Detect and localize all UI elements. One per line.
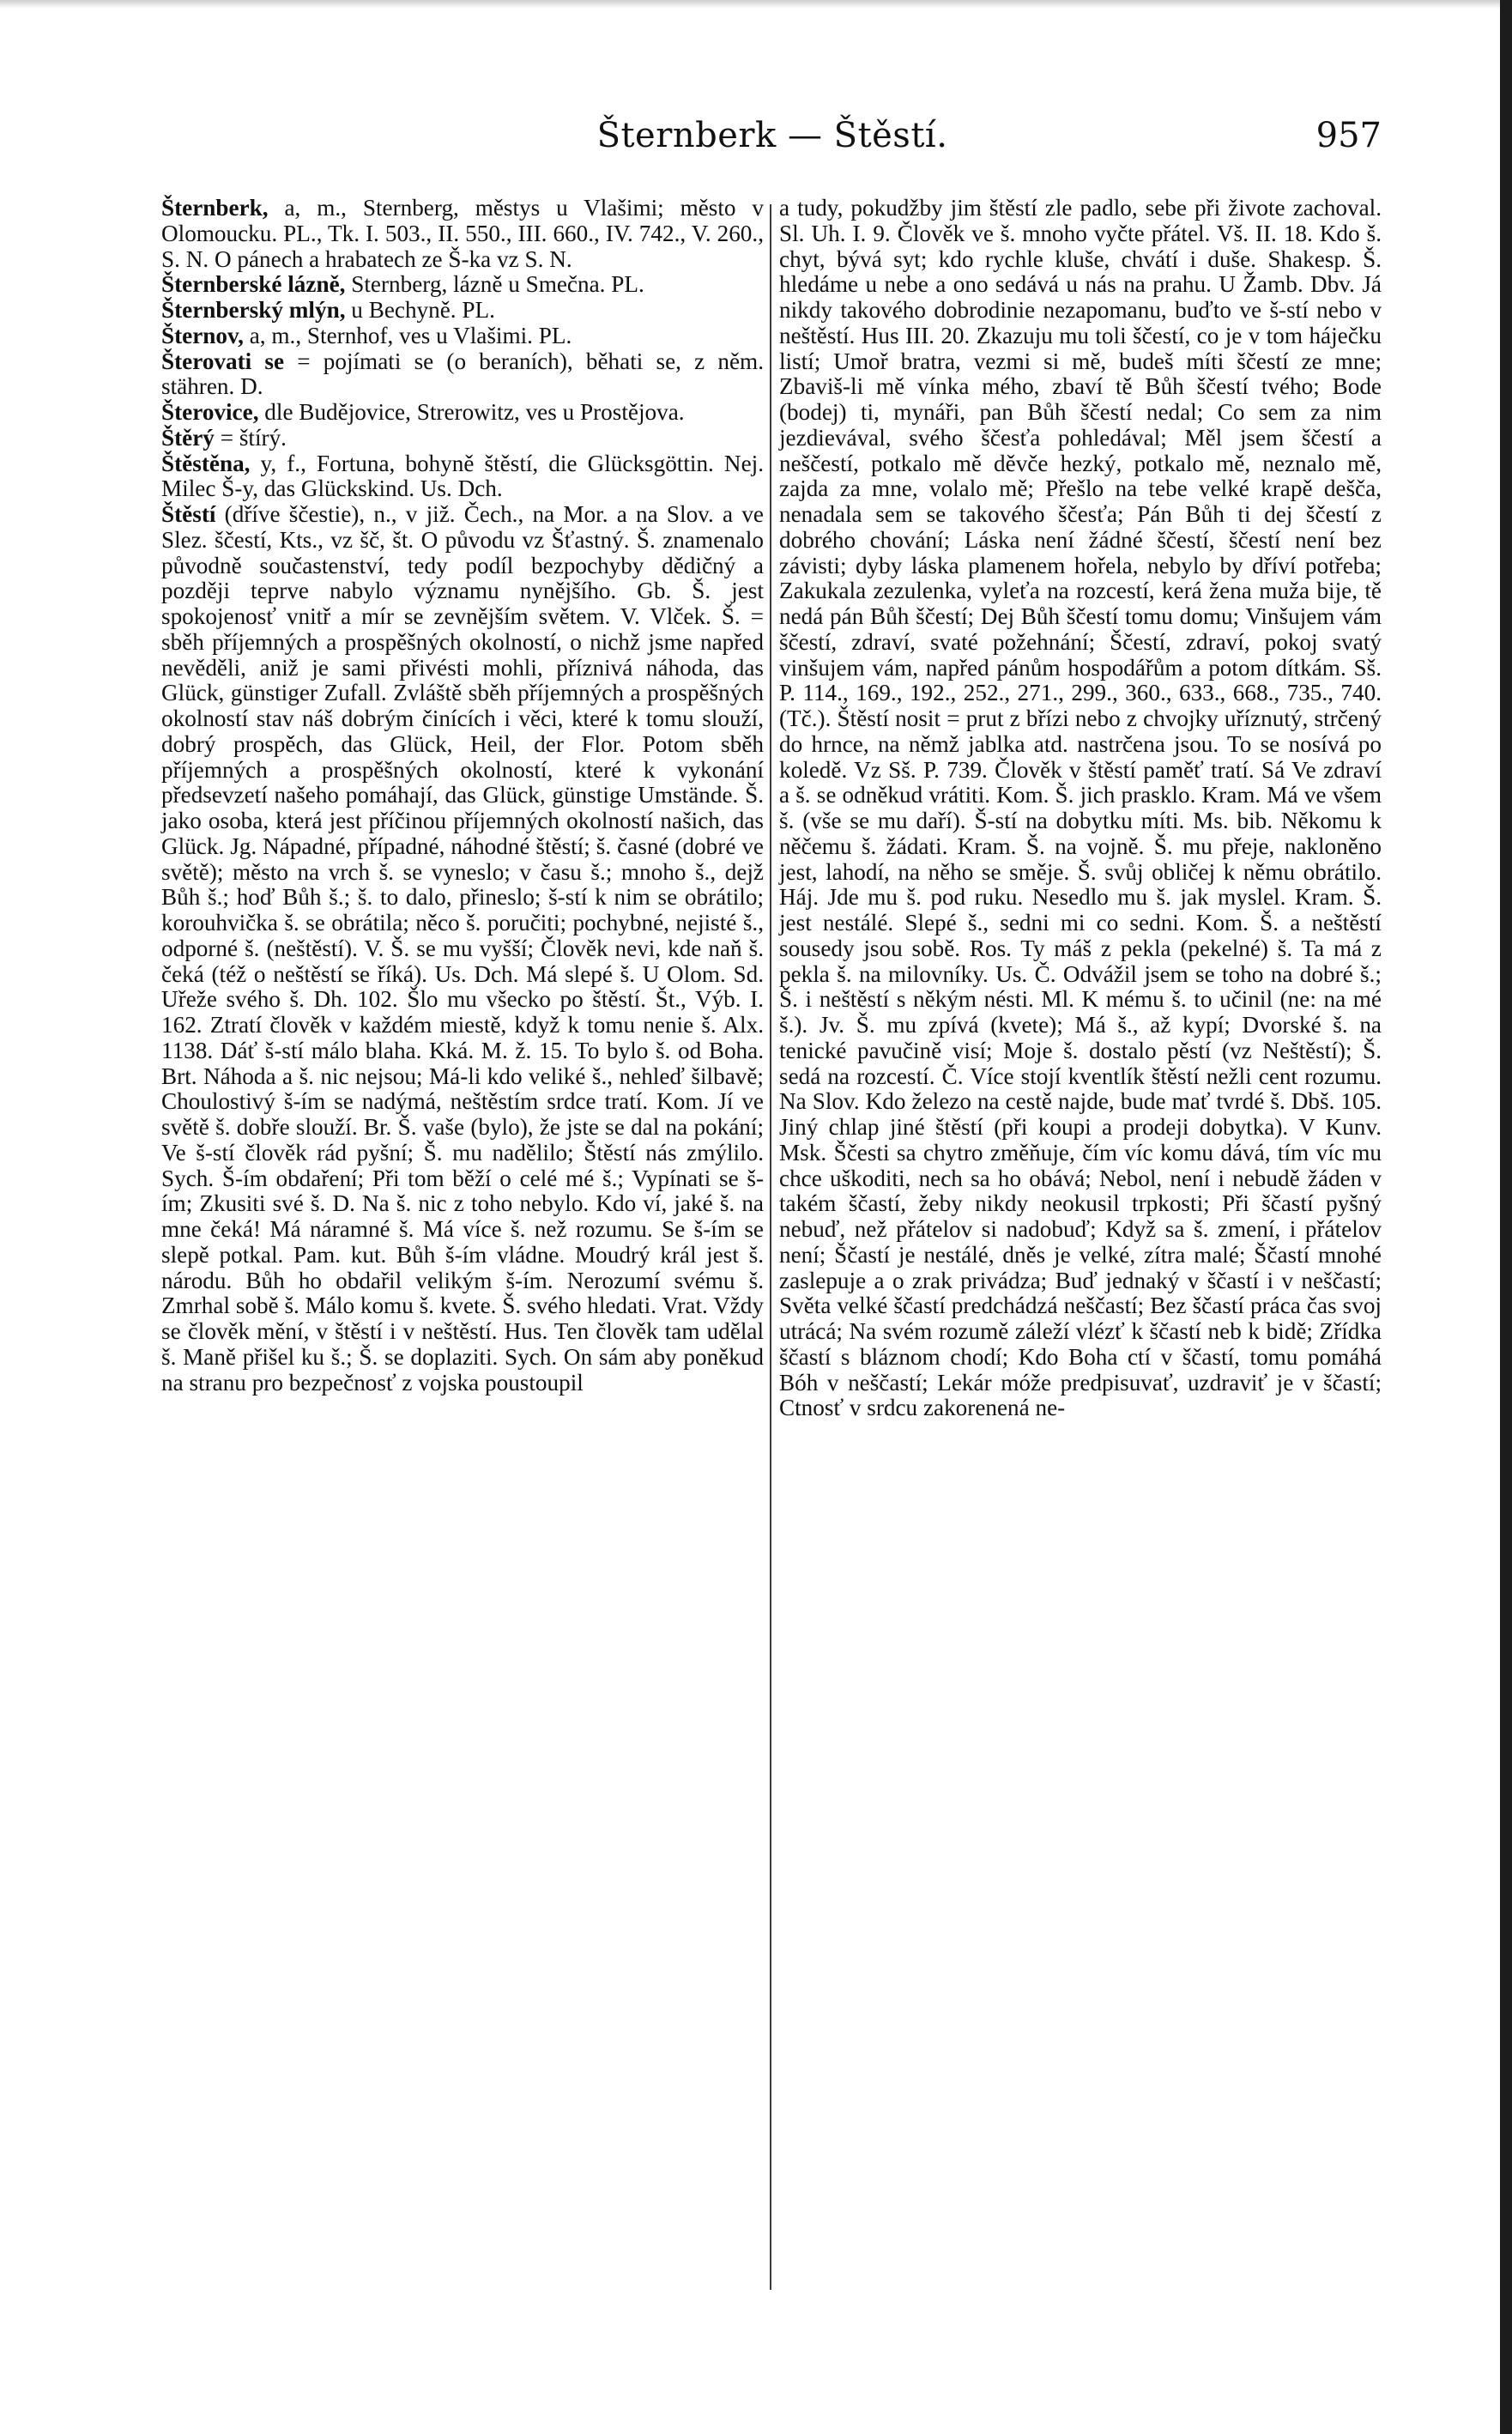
entry-text: (dříve ščestie), n., v již. Čech., na Mor. a na Slov. a ve Slez. ščestí, Kts., vz šč, št. O původu vz Šťastný. Š. znamenalo původně součastenství, tedy podíl bezpochyby dědičný a později teprve nabylo významu nynějšího. Gb. Š. jest spokojenosť vnitř a mír se zevnějším světem. V. Vlček. Š. = sběh příjemných a prospěšných okolností, o nichž jsme napřed nevěděli, aniž je sami přivésti mohli, příznivá náhoda, das Glück, günstiger Zufall. Zvláště sběh příjemných a prospěšných okolností stav náš dobrým činících i věci, které k tomu slouží, dobrý prospěch, das Glück, Heil, der Flor. Potom sběh příjemných a prospěšných okolností, které k vykonání předsevzetí našeho pomáhají, das Glück, günstige Umstände. Š. jako osoba, která jest příčinou příjemných okolností našich, das Glück. Jg. Nápadné, případné, náhodné štěstí; š. časné (dobré ve světě); město na vrch š. se vyneslo; v času š.; mnoho š., dejž Bůh š.; hoď Bůh š.; š. to dalo, přineslo; š-stí k nim se obrátilo; korouhvička š. se obrátila; něco š. poručiti; pochybné, nejisté š., odporné š. (neštěstí). V. Š. se mu vyšší; Člověk nevi, kde naň š. čeká (též o neštěstí se říká). Us. Dch. Má slepé š. U Olom. Sd. Uřeže svého š. Dh. 102. Šlo mu všecko po štěstí. Št., Výb. I. 162. Ztratí člověk v každém miestě, když k tomu nenie š. Alx. 1138. Dáť š-stí málo blaha. Kká. M. ž. 15. To bylo š. od Boha. Brt. Náhoda a š. nic nejsou; Má-li kdo veliké š., nehleď šilbavě; Choulostivý š-ím se nadýmá, neštěstím srdce tratí. Kom. Jí ve světě š. dobře slouží. Br. Š. vaše (bylo), že jste se dal na pokání; Ve š-stí člověk rád pyšní; Š. mu nadělilo; Štěstí nás zmýlilo. Sych. Š-ím obdaření; Při tom běží o celé mé š.; Vypínati se š-ím; Zkusiti své š. D. Na š. nic z toho nebylo. Kdo ví, jaké š. na mne čeká! Má náramné š. Má více š. než rozumu. Se š-ím se slepě potkal. Pam. kut. Bůh š-ím vládne. Moudrý král jest š. národu. Bůh ho obdařil velikým š-ím. Nerozumí svému š. Zmrhal sobě š. Málo komu š. kvete. Š. svého hledati. Vrat. Vždy se člověk mění, v štěstí i v neštěstí. Hus. Ten člověk tam udělal š. Maně přišel ku š.; Š. se doplaziti. Sych. On sám aby poněkud na stranu pro bezpečnosť z vojska poustoupil [161,501,764,1396]
entry-headword: Štěstěna, [161,450,251,476]
entry-text: = pojímati se (o beraních), běhati se, z něm. stähren. D. [161,348,764,400]
column-divider [770,204,771,2290]
entry-text: dle Budějovice, Strerowitz, ves u Prostějova. [258,399,685,425]
entry-text: a, m., Sternhof, ves u Vlašimi. PL. [243,322,572,348]
entry-text: = štírý. [214,424,287,451]
entry-text: a tudy, pokudžby jim štěstí zle padlo, sebe při živote zachoval. Sl. Uh. I. 9. Člověk ve š. mnoho vyčte přátel. Vš. II. 18. Kdo š. chyt, bývá syt; kdo rychle kluše, chvátí i duše. Shakesp. Š. hledáme u nebe a ono sedává u nás na prahu. U Žamb. Dbv. Já nikdy takového dobrodinie nezapomanu, buďto ve š-stí nebo v neštěstí. Hus III. 20. Zkazuju mu toli ščestí, co je v tom háječku listí; Umoř bratra, vezmi si mě, budeš míti ščestí ze mne; Zbaviš-li mě vínka mého, zbaví tě Bůh ščestí tvého; Bode (bodej) ti, mynáři, pan Bůh ščestí nedal; Co sem za nim jezdievával, svého ščesťa pohledával; Měl jsem ščestí a neščestí, potkalo mě děvče hezký, potkalo mě, neznalo mě, zajda za mne, volalo mě; Přešlo na tebe velké krapě dešča, nenadala sem se takového ščesťa; Pán Bůh ti dej ščestí z dobrého chování; Láska není žádné ščestí, ščestí není bez závisti; dyby láska plamenem hořela, nebylo by dříví potřeba; Zakukala zezulenka, vyleťa na rozcestí, kerá žena muža bije, tě nedá pán Bůh ščestí; Dej Bůh ščestí tomu domu; Vinšujem vám ščestí, zdraví, svaté požehnání; Ščestí, zdraví, pokoj svatý vinšujem vám, napřed pánům hospodářům a potom dítkám. Sš. P. 114., 169., 192., 252., 271., 299., 360., 633., 668., 735., 740. (Tč.). Štěstí nosit = prut z břízi nebo z chvojky uříznutý, strčený do hrnce, na němž jablka atd. nastrčena jsou. To se nosívá po koledě. Vz Sš. P. 739. Člověk v štěstí paměť tratí. Sá Ve zdraví a š. se odněkud vrátiti. Kom. Š. jich prasklo. Kram. Má ve všem š. (vše se mu daří). Š-stí na dobytku míti. Ms. bib. Někomu k něčemu š. žádati. Kram. Š. na vojně. Š. mu přeje, nakloněno jest, lahodí, na něho se směje. Š. svůj obličej k němu obrátilo. Háj. Jde mu š. pod ruku. Nesedlo mu š. jak myslel. Kram. Š. jest nestálé. Slepé š., sedni mi co sedni. Kom. Š. a neštěstí sousedy jsou sobě. Ros. Ty máš z pekla (pekelné) š. Ta má z pekla š. na milovníky. Us. Č. Odvážil jsem se toho na dobré š.; Š. i neštěstí s někým nésti. Ml. K mému š. to učinil (ne: na mé š.). Jv. Š. mu zpívá (kvete); Má š., až kypí; Dvorské š. na tenické pavučině visí; Moje š. dostalo pěstí (vz Neštěstí); Š. sedá na rozcestí. Č. Více stojí kventlík štěstí nežli cent rozumu. Na Slov. Kdo železo na cestě najde, bude mať tvrdé š. Dbš. 105. Jiný chlap jiné štěstí (při koupi a prodeji dobytka). V Kunv. Msk. Ščesti sa chytro změňuje, čím víc komu dává, tím víc mu chce uškoditi, nech sa ho obává; Nebol, není i nebudě žáden v takém ščastí, žeby nikdy neokusil trpkosti; Při ščastí pyšný nebuď, než přátelov si nadobuď; Když sa š. zmení, i přátelov není; Ščastí je nestálé, dněs je velké, zítra malé; Ščastí mnohé zaslepuje a o zrak privádza; Buď jednaký v ščastí i v neščastí; Světa velké ščastí predchádzá neščastí; Bez ščastí práca čas svoj utrácá; Na svém rozumě záleží vlézť k ščastí neb k bidě; Zřídka ščastí s bláznom chodí; Kdo Boha ctí v ščastí, tomu pomáhá Bóh v neščastí; Lekár móže predpisuvať, uzdraviť je v ščastí; Ctnosť v srdcu zakorenená ne- [779,195,1382,1421]
entry-headword: Šternberský mlýn, [161,297,346,323]
entry-headword: Šternberské lázně, [161,271,346,298]
dictionary-entry [161,400,764,426]
dictionary-entry [161,196,764,272]
entry-text: u Bechyně. PL. [345,297,495,323]
dictionary-entry [161,298,764,324]
entry-headword: Šterovati se [161,348,285,374]
entry-headword: Šternov, [161,322,244,348]
entry-text: a, m., Sternberg, městys u Vlašimi; město v Olomoucku. PL., Tk. I. 503., II. 550., III. 660., IV. 742., V. 260., S. N. O pánech a hrabatech ze Š-ka vz S. N. [161,195,764,272]
entry-headword: Štěstí [161,501,216,527]
page-number: 957 [1315,116,1382,155]
dictionary-entry [161,451,764,503]
page-top-shade [0,0,1512,9]
entry-text: y, f., Fortuna, bohyně štěstí, die Glücksgöttin. Nej. Milec Š-y, das Glückskind. Us. Dch. [161,450,764,502]
left-column [161,196,764,1396]
running-head: Šternberk — Štěstí. [596,116,948,155]
dictionary-entry [161,349,764,401]
dictionary-entry [161,324,764,349]
right-column [779,196,1382,1421]
entry-continuation [779,196,1382,1421]
entry-headword: Štěrý [161,424,215,451]
dictionary-entry [161,272,764,298]
dictionary-entry [161,502,764,1396]
entry-text: Sternberg, lázně u Smečna. PL. [345,271,644,298]
page-header [163,110,1382,161]
dictionary-entry [161,426,764,451]
entry-headword: Šternberk, [161,195,269,221]
entry-headword: Šterovice, [161,399,259,425]
page-edge-shadow [1500,0,1512,2434]
